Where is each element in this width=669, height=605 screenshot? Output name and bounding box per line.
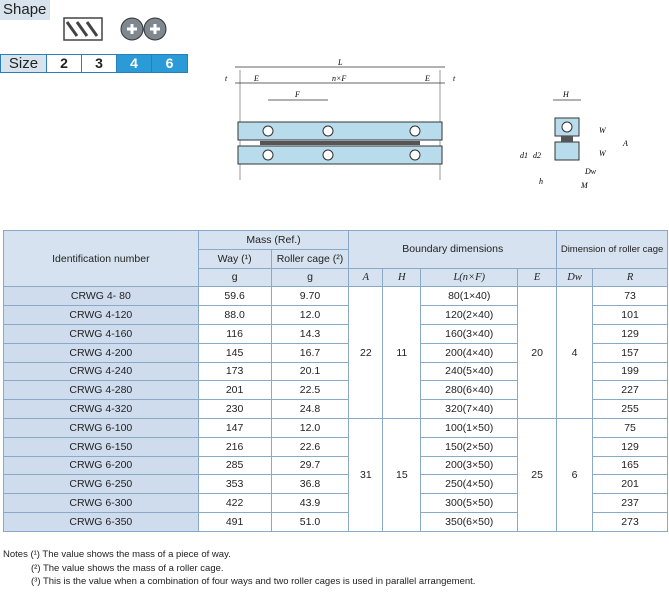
header-way: Way (¹) <box>198 249 271 268</box>
table-cell: 12.0 <box>271 418 349 437</box>
table-cell: 43.9 <box>271 494 349 513</box>
table-row <box>4 418 668 437</box>
table-cell: 173 <box>198 362 271 381</box>
table-cell: 31 <box>349 418 383 531</box>
table-cell: 12.0 <box>271 306 349 325</box>
specification-table <box>3 230 668 532</box>
table-cell: CRWG 4-160 <box>4 324 199 343</box>
table-cell: 199 <box>593 362 668 381</box>
table-cell: 22.5 <box>271 381 349 400</box>
table-cell: 160(3×40) <box>421 324 518 343</box>
header-R: R <box>593 268 668 287</box>
size-2[interactable]: 2 <box>47 55 82 72</box>
dim-nF: n×F <box>332 74 347 83</box>
header-cage: Roller cage (²) <box>271 249 349 268</box>
table-cell: CRWG 6-250 <box>4 475 199 494</box>
table-cell: 200(4×40) <box>421 343 518 362</box>
size-4[interactable]: 4 <box>117 55 152 72</box>
table-cell: 16.7 <box>271 343 349 362</box>
size-6[interactable]: 6 <box>152 55 187 72</box>
table-cell: 6 <box>557 418 593 531</box>
dim-t-left: t <box>225 74 228 83</box>
table-cell: CRWG 4-120 <box>4 306 199 325</box>
table-cell: CRWG 6-350 <box>4 512 199 531</box>
table-cell: 100(1×50) <box>421 418 518 437</box>
table-cell: CRWG 4-320 <box>4 400 199 419</box>
table-cell: 227 <box>593 381 668 400</box>
table-cell: CRWG 4-240 <box>4 362 199 381</box>
table-cell: 20.1 <box>271 362 349 381</box>
table-cell: 157 <box>593 343 668 362</box>
table-cell: 101 <box>593 306 668 325</box>
table-cell: 129 <box>593 324 668 343</box>
header-roller-dim: Dimension of roller cage <box>557 231 668 269</box>
note-1: Notes (¹) The value shows the mass of a piece of way. <box>3 549 231 560</box>
table-cell: 120(2×40) <box>421 306 518 325</box>
dim-H: H <box>563 90 569 99</box>
table-cell: 22.6 <box>271 437 349 456</box>
note-2: (²) The value shows the mass of a roller cage. <box>31 562 224 574</box>
size-selector <box>0 54 188 73</box>
table-cell: CRWG 6-300 <box>4 494 199 513</box>
dim-E-right: E <box>425 74 430 83</box>
table-cell: 255 <box>593 400 668 419</box>
table-cell: 320(7×40) <box>421 400 518 419</box>
dim-h: h <box>539 177 543 186</box>
header-A: A <box>349 268 383 287</box>
table-cell: 230 <box>198 400 271 419</box>
table-cell: CRWG 6-200 <box>4 456 199 475</box>
header-E: E <box>518 268 557 287</box>
table-cell: 80(1×40) <box>421 287 518 306</box>
table-cell: 88.0 <box>198 306 271 325</box>
dim-d1: d1 <box>520 151 528 160</box>
dim-W2: W <box>599 149 606 158</box>
size-3[interactable]: 3 <box>82 55 117 72</box>
header-mass: Mass (Ref.) <box>198 231 349 250</box>
dim-E-left: E <box>254 74 259 83</box>
table-cell: 11 <box>383 287 421 419</box>
dim-d2: d2 <box>533 151 541 160</box>
header-way-unit: g <box>198 268 271 287</box>
table-cell: 150(2×50) <box>421 437 518 456</box>
note-3: (³) This is the value when a combination of four ways and two roller cages is used in parallel arrangement. <box>31 576 476 587</box>
table-cell: 51.0 <box>271 512 349 531</box>
table-cell: CRWG 6-100 <box>4 418 199 437</box>
header-H: H <box>383 268 421 287</box>
table-cell: 22 <box>349 287 383 419</box>
table-cell: 25 <box>518 418 557 531</box>
table-cell: 240(5×40) <box>421 362 518 381</box>
table-cell: 250(4×50) <box>421 475 518 494</box>
table-cell: CRWG 4-280 <box>4 381 199 400</box>
table-cell: 165 <box>593 456 668 475</box>
table-cell: CRWG 6-150 <box>4 437 199 456</box>
table-cell: 145 <box>198 343 271 362</box>
table-cell: 350(6×50) <box>421 512 518 531</box>
table-row <box>4 287 668 306</box>
dim-L: L <box>338 58 343 67</box>
header-Dw: Dw <box>557 268 593 287</box>
table-cell: 201 <box>198 381 271 400</box>
table-cell: 29.7 <box>271 456 349 475</box>
cross-section-drawing <box>515 88 645 198</box>
table-cell: 300(5×50) <box>421 494 518 513</box>
table-cell: 15 <box>383 418 421 531</box>
shape-label: Shape <box>0 0 50 20</box>
table-cell: 9.70 <box>271 287 349 306</box>
table-cell: 273 <box>593 512 668 531</box>
header-cage-unit: g <box>271 268 349 287</box>
dim-A: A <box>623 139 628 148</box>
side-view-drawing <box>210 55 460 195</box>
table-cell: 4 <box>557 287 593 419</box>
table-cell: 73 <box>593 287 668 306</box>
table-cell: 201 <box>593 475 668 494</box>
table-cell: CRWG 4-200 <box>4 343 199 362</box>
dim-t-right: t <box>453 74 456 83</box>
table-cell: 75 <box>593 418 668 437</box>
table-cell: 116 <box>198 324 271 343</box>
table-cell: 59.6 <box>198 287 271 306</box>
table-cell: 353 <box>198 475 271 494</box>
size-label: Size <box>1 55 47 72</box>
header-L: L(n×F) <box>421 268 518 287</box>
table-cell: 200(3×50) <box>421 456 518 475</box>
table-cell: CRWG 4- 80 <box>4 287 199 306</box>
table-cell: 237 <box>593 494 668 513</box>
dim-F: F <box>295 90 300 99</box>
table-cell: 285 <box>198 456 271 475</box>
table-cell: 36.8 <box>271 475 349 494</box>
table-cell: 24.8 <box>271 400 349 419</box>
notes <box>3 548 475 589</box>
table-cell: 422 <box>198 494 271 513</box>
table-cell: 14.3 <box>271 324 349 343</box>
table-cell: 129 <box>593 437 668 456</box>
shape-icons <box>62 14 182 44</box>
table-cell: 280(6×40) <box>421 381 518 400</box>
header-boundary: Boundary dimensions <box>349 231 557 269</box>
table-cell: 20 <box>518 287 557 419</box>
dim-Dw: Dw <box>585 167 597 176</box>
dim-M: M <box>581 181 588 190</box>
table-cell: 147 <box>198 418 271 437</box>
table-cell: 216 <box>198 437 271 456</box>
dim-W: W <box>599 126 606 135</box>
table-cell: 491 <box>198 512 271 531</box>
header-id: Identification number <box>4 231 199 287</box>
